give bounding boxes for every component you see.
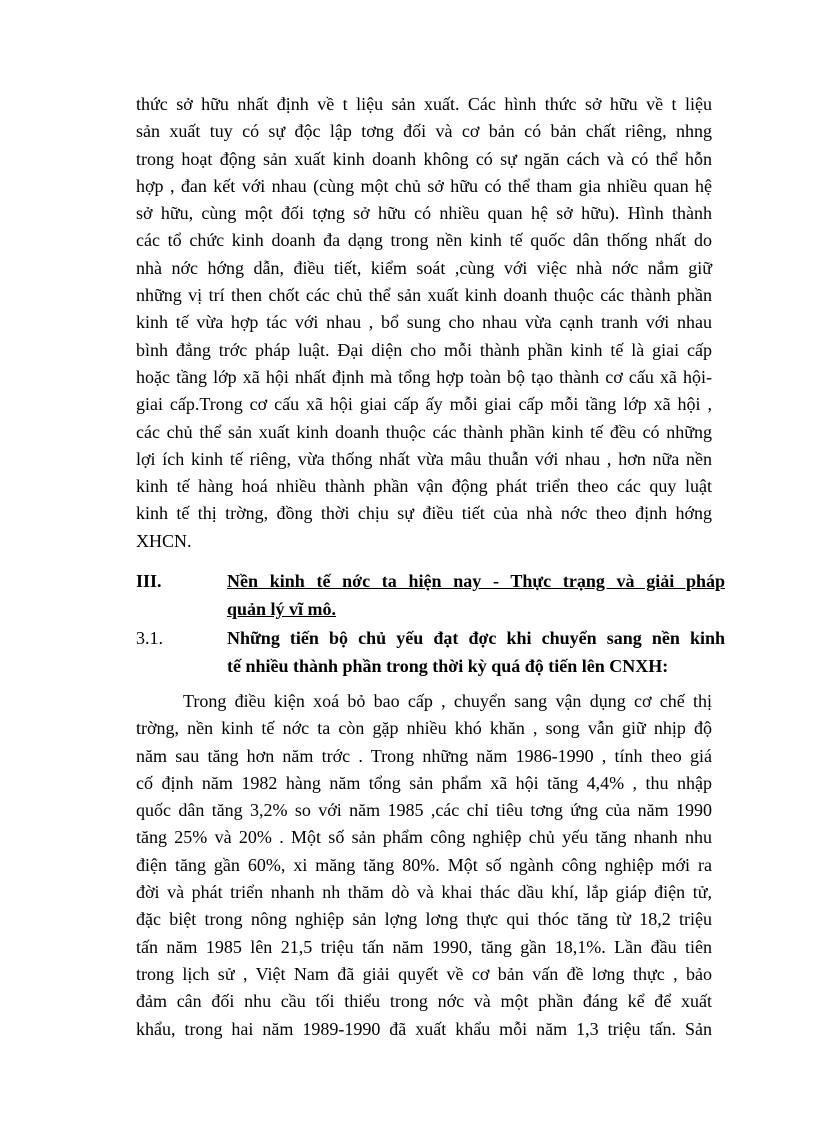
subsection-number: 3.1. [136,628,163,648]
subsection-title-line: tế nhiều thành phần trong thời kỳ quá độ tiến lên CNXH: [227,656,669,676]
text-line: sản xuất tuy có sự độc lập tơng đối và cơ bản có bản chất riêng, nhng [136,121,712,142]
text-line: Trong điều kiện xoá bỏ bao cấp , chuyển sang vận dụng cơ chế thị [183,691,712,711]
text-line: kinh tế vừa hợp tác với nhau , bổ sung cho nhau vừa cạnh tranh với nhau [136,312,712,333]
subsection-title [227,624,725,680]
text-line: hoặc tầng lớp xã hội nhất định mà tổng hợp toàn bộ tạo thành cơ cấu xã hội- [136,366,712,387]
text-line: lợi ích kinh tế riêng, vừa thống nhất vừa mâu thuẫn với nhau , hơn nữa nền [136,448,712,469]
text-line: thức sở hữu nhất định về t liệu sản xuất. Các hình thức sở hữu về t liệu [136,94,712,114]
text-line: bình đẳng trớc pháp luật. Đại diện cho mỗi thành phần kinh tế là giai cấp [136,339,712,360]
text-line: trong hoạt động sản xuất kinh doanh không có sự ngăn cách và có thể hỗn [136,148,712,169]
text-line: hợp , đan kết với nhau (cùng một chủ sở hữu có thể tham gia nhiều quan hệ [136,175,712,196]
text-line: kinh tế hàng hoá nhiều thành phần vận động phát triển theo các quy luật [136,476,712,497]
section-number: III. [136,571,162,591]
text-line: những vị trí then chốt các chủ thể sản xuất kinh doanh thuộc các thành phần [136,285,712,306]
text-line: đảm cân đối nhu cầu tối thiểu trong nớc và một phần đáng kể để xuất [136,991,712,1012]
text-line: trờng, nền kinh tế nớc ta còn gặp nhiều khó khăn , song vẫn giữ nhịp độ [136,718,712,739]
paragraph-progress [136,688,712,1043]
text-line: giai cấp.Trong cơ cấu xã hội giai cấp ấy mỗi giai cấp mỗi tầng lớp xã hội , [136,394,712,415]
text-line: tăng 25% và 20% . Một số sản phẩm công nghiệp chủ yếu tăng nhanh nhu [136,827,712,848]
text-line: điện tăng gần 60%, xi măng tăng 80%. Một số ngành công nghiệp mới ra [136,854,712,875]
text-line: quốc dân tăng 3,2% so với năm 1985 ,các chỉ tiêu tơng ứng của năm 1990 [136,800,712,821]
section-title-line: quản lý vĩ mô. [227,599,337,619]
text-line: XHCN. [136,530,192,551]
section-title-line: Nền kinh tế nớc ta hiện nay - Thực trạng và giải pháp [227,571,725,591]
text-line: cố định năm 1982 hàng năm tổng sản phẩm xã hội tăng 4,4% , thu nhập [136,772,712,793]
text-line: sở hữu, cùng một đối tợng sở hữu có nhiều quan hệ sở hữu). Hình thành [136,203,712,224]
text-line: các tổ chức kinh doanh đa dạng trong nền kinh tế quốc dân thống nhất do [136,230,712,251]
text-line: các chủ thể sản xuất kinh doanh thuộc các thành phần kinh tế đều có những [136,421,712,442]
text-line: khẩu, trong hai năm 1989-1990 đã xuất khẩu mỗi năm 1,3 triệu tấn. Sản [136,1018,712,1039]
text-line: kinh tế thị trờng, đồng thời chịu sự điều tiết của nhà nớc theo định hớng [136,503,712,524]
text-line: trong lịch sử , Việt Nam đã giải quyết về cơ bản vấn đề lơng thực , bảo [136,963,712,984]
paragraph-ownership [136,91,712,555]
text-line: nhà nớc hớng dẫn, điều tiết, kiểm soát ,cùng với việc nhà nớc nắm giữ [136,257,712,278]
text-line: năm sau tăng hơn năm trớc . Trong những năm 1986-1990 , tính theo giá [136,745,712,766]
text-line: tấn năm 1985 lên 21,5 triệu tấn năm 1990, tăng gần 18,1%. Lần đầu tiên [136,936,712,957]
text-line: đặc biệt trong nông nghiệp sản lợng lơng thực qui thóc tăng từ 18,2 triệu [136,909,712,930]
text-line: đời và phát triển nhanh nh thăm dò và khai thác dầu khí, lắp giáp điện tử, [136,882,712,903]
subsection-title-line: Những tiến bộ chủ yếu đạt đợc khi chuyển sang nền kinh [227,628,725,648]
section-title [227,567,725,623]
